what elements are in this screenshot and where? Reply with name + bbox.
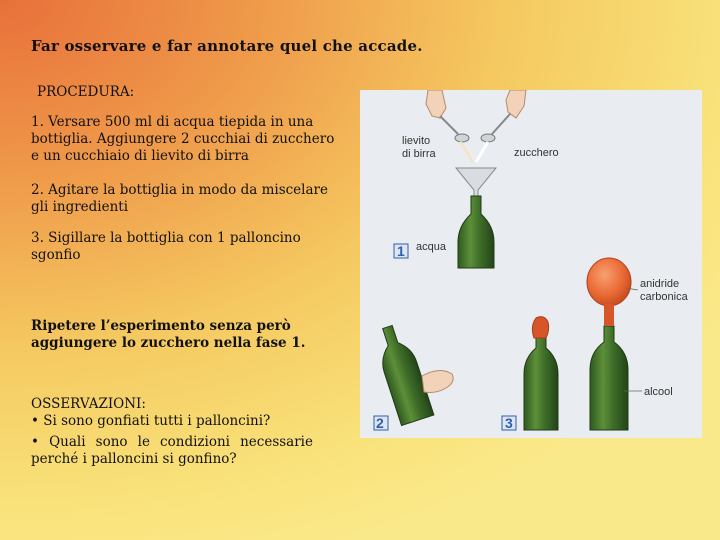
observation-question-2 xyxy=(31,434,313,468)
label-anidride-line-1: anidride xyxy=(640,278,680,290)
bottle-3a-icon xyxy=(524,317,558,430)
label-lievito-line-1: lievito xyxy=(402,135,431,147)
procedure-heading: PROCEDURA: xyxy=(37,84,135,100)
step-2-number: 2 xyxy=(376,415,384,431)
hand-right-icon xyxy=(481,90,526,142)
hand-left-icon xyxy=(426,90,469,142)
page-title: Far osservare e far annotare quel che accade. xyxy=(31,37,423,55)
label-alcool: alcool xyxy=(644,386,673,398)
inflated-balloon-icon xyxy=(587,258,631,306)
procedure-step-3: 3. Sigillare la bottiglia con 1 palloncino sgonfio xyxy=(31,230,301,263)
step-1-number: 1 xyxy=(397,243,405,259)
label-lievito-line-2: di birra xyxy=(402,148,436,160)
label-zucchero: zucchero xyxy=(514,147,559,159)
hand-shaking-icon xyxy=(422,370,453,392)
observations-heading: OSSERVAZIONI: xyxy=(31,396,146,412)
bottle-2-icon xyxy=(371,322,434,426)
procedure-step-1: 1. Versare 500 ml di acqua tiepida in una bottiglia. Aggiungere 2 cucchiai di zucchero e un cucchiaio di lievito di birra xyxy=(31,114,335,164)
observation-question-2-line-1: • Quali sono le condizioni necessarie xyxy=(31,434,313,450)
procedure-step-2: 2. Agitare la bottiglia in modo da miscelare gli ingredienti xyxy=(31,182,328,215)
step-3-number: 3 xyxy=(505,415,513,431)
repeat-instruction: Ripetere l’esperimento senza però aggiungere lo zucchero nella fase 1. xyxy=(31,318,306,351)
observation-question-1: • Si sono gonfiati tutti i palloncini? xyxy=(31,413,271,429)
experiment-illustration xyxy=(360,90,702,438)
observation-question-2-line-2: perché i palloncini si gonfino? xyxy=(31,451,237,467)
funnel-icon xyxy=(456,168,496,198)
bottle-1-icon xyxy=(458,196,494,268)
bottle-3b-icon xyxy=(587,258,631,430)
label-anidride-line-2: carbonica xyxy=(640,291,688,303)
deflated-balloon-icon xyxy=(532,317,548,338)
label-acqua: acqua xyxy=(416,241,446,253)
